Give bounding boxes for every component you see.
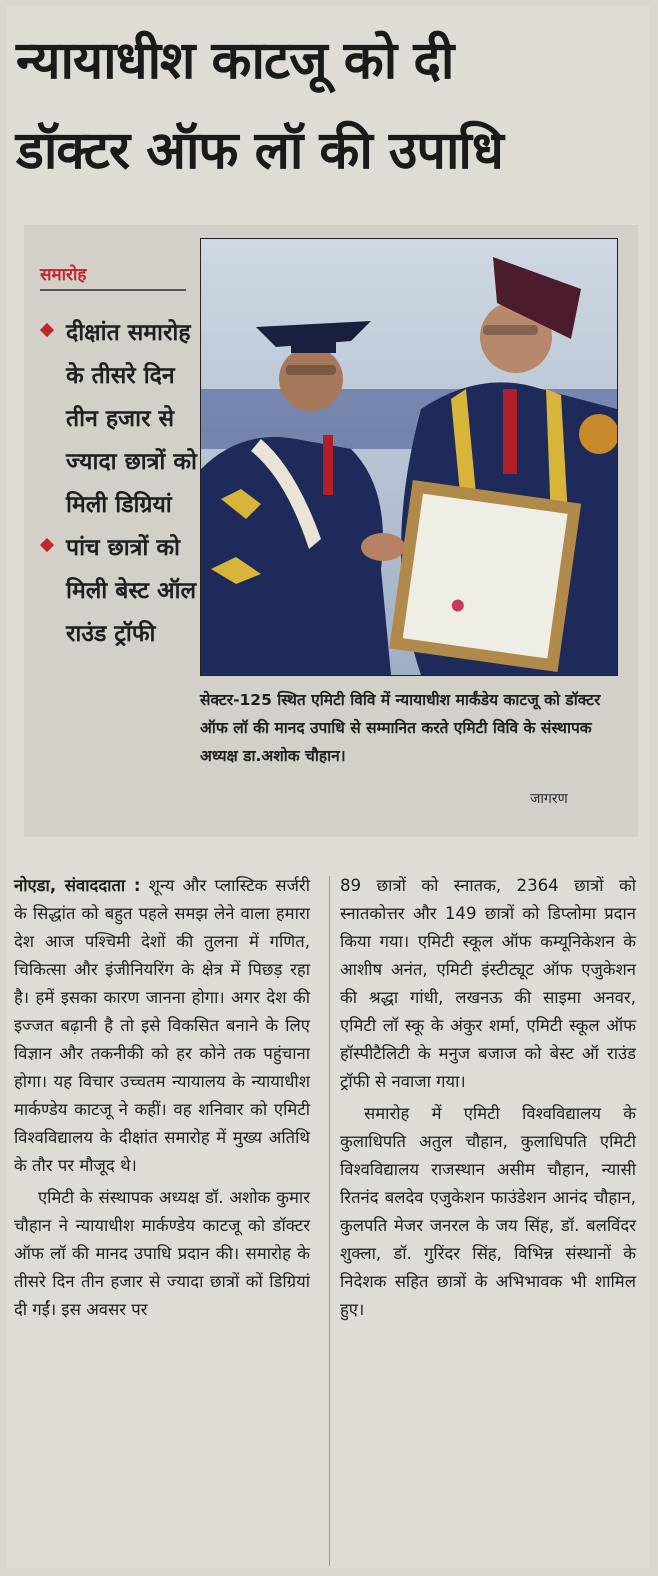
section-tag: समारोह <box>40 262 186 291</box>
article-paragraph-1 <box>14 872 310 1180</box>
bullet-list <box>38 312 198 656</box>
left-tie <box>323 435 333 495</box>
photo-credit: जागरण <box>530 791 568 807</box>
right-glasses <box>483 325 538 335</box>
left-gown <box>201 437 391 675</box>
photo-caption: सेक्टर-125 स्थित एमिटी विवि में न्यायाधीश मार्कंडेय काटजू को डॉक्टर ऑफ लॉ की मानद उपाधि से सम्मानित करते एमिटी विवि के संस्थापक अध्यक्ष डा.अशोक चौहान। <box>200 691 601 765</box>
right-tie <box>503 389 517 474</box>
headline <box>16 16 636 196</box>
bullet-item-2 <box>38 527 198 656</box>
bullet-item-1 <box>38 312 198 527</box>
dateline: नोएडा, संवाददाता : <box>14 876 141 895</box>
bullet-text-1: दीक्षांत समारोह के तीसरे दिन तीन हजार से ज्यादा छात्रों को मिली डिग्रियां <box>66 320 197 518</box>
article-paragraph-4: समारोह में एमिटी विश्वविद्यालय के कुलाधिपति अतुल चौहान, कुलाधिपति एमिटी विश्वविद्यालय राजस्थान असीम चौहान, न्यासी रितनंद बलदेव एजुकेशन फाउंडेशन आनंद चौहान, कुलपति मेजर जनरल के जय सिंह, डॉ. बलविंदर शुक्ला, डॉ. गुरिंदर सिंह, विभिन्न संस्थानों के निदेशक सहित छात्रों के अभिभावक भी शामिल हुए। <box>340 1104 636 1319</box>
bullet-text-2: पांच छात्रों को मिली बेस्ट ऑल राउंड ट्रॉफी <box>66 535 197 647</box>
headline-line-1: न्यायाधीश काटजू को दी <box>16 31 454 91</box>
handshake <box>361 533 405 561</box>
left-glasses <box>286 365 336 375</box>
headline-line-2: डॉक्टर ऑफ लॉ की उपाधि <box>16 121 503 181</box>
article-paragraph-3: 89 छात्रों को स्नातक, 2364 छात्रों को स्नातकोत्तर और 149 छात्रों को डिप्लोमा प्रदान किया गया। एमिटी स्कूल ऑफ कम्यूनिकेशन के आशीष अनंत, एमिटी इंस्टीट्यूट ऑफ एजुकेशन की श्रद्धा गांधी, लखनऊ की साइमा अनवर, एमिटी लॉ स्कू के अंकुर शर्मा, एमिटी स्कूल ऑफ हॉस्पीटैलिटी के मनुज बजाज को बेस्ट ऑ राउंड ट्रॉफी से नवाजा गया। <box>340 876 636 1091</box>
article-paragraph-1-text: शून्य और प्लास्टिक सर्जरी के सिद्धांत को बहुत पहले समझ लेने वाला हमारा देश आज पश्चिमी देशों की तुलना में गणित, चिकित्सा और इंजीनियरिंग के क्षेत्र में पिछड़ रहा है। हमें इसका कारण जानना होगा। अगर देश की इज्जत बढ़ानी है तो इसे विकसित बनाने के लिए विज्ञान और तकनीकी को हर कोने तक पहुंचाना होगा। यह विचार उच्चतम न्यायालय के न्यायाधीश मार्कण्डेय काटजू ने कहीं। वह शनिवार को एमिटी विश्वविद्यालय के दीक्षांत समारोह में मुख्य अतिथि के तौर पर मौजूद थे। <box>14 876 311 1175</box>
diamond-bullet-icon <box>40 323 54 337</box>
left-person-face <box>279 347 343 411</box>
article-column-2 <box>340 872 636 1324</box>
left-cap-band <box>291 339 336 353</box>
column-divider <box>329 876 330 1566</box>
ceremony-photo-illustration <box>201 239 617 675</box>
article-column-1 <box>14 872 310 1324</box>
certificate-paper <box>403 494 568 659</box>
diamond-bullet-icon <box>40 538 54 552</box>
certificate-frame <box>389 480 581 672</box>
article-paragraph-2: एमिटी के संस्थापक अध्यक्ष डॉ. अशोक कुमार चौहान ने न्यायाधीश मार्कण्डेय काटजू को डॉक्टर ऑफ लॉ की मानद उपाधि प्रदान की। समारोह के तीसरे दिन तीन हजार से ज्यादा छात्रों कों डिग्रियां दी गईं। इस अवसर पर <box>14 1188 310 1319</box>
ceremony-photo <box>200 238 618 676</box>
